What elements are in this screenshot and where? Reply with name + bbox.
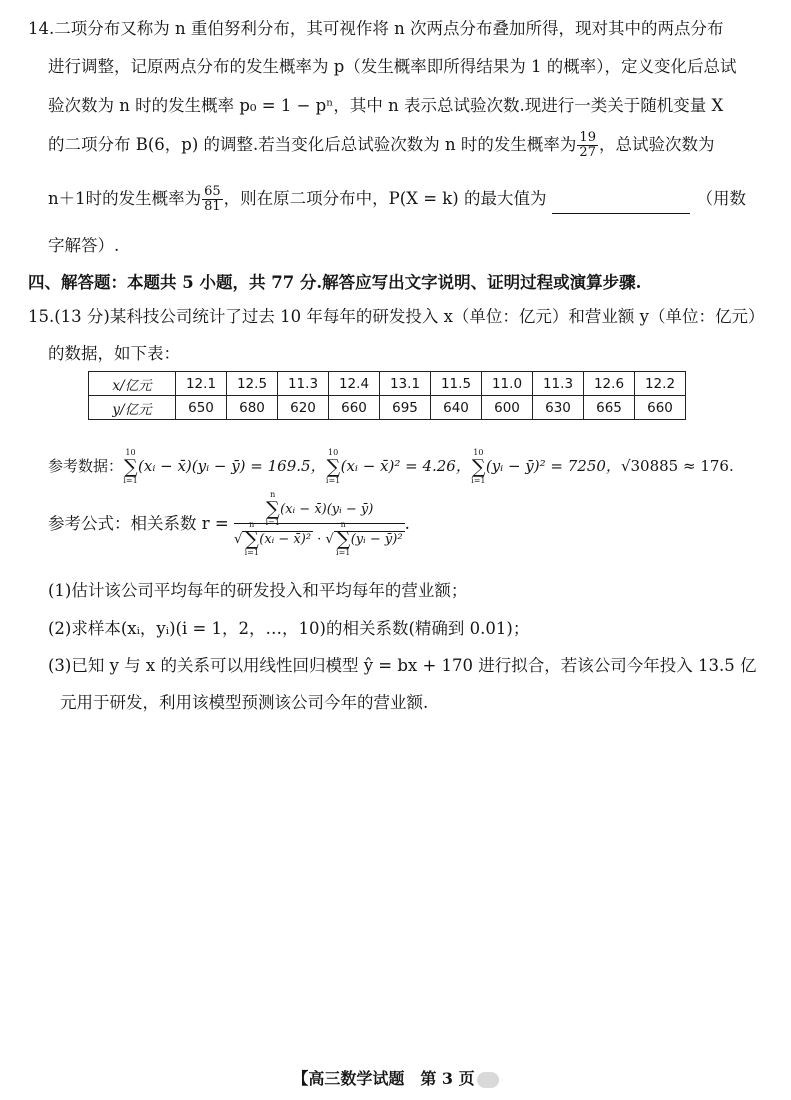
reference-data-3: (yᵢ − ȳ)² = 7250， <box>485 457 621 475</box>
table-cell: 13.1 <box>380 372 431 396</box>
table-cell: 600 <box>482 396 533 420</box>
footer-text: 【高三数学试题 第 3 页 <box>292 1069 475 1088</box>
q14-line-6: 字解答）. <box>48 236 120 255</box>
q15-line-2: 的数据，如下表： <box>48 344 180 363</box>
sum-lower-limit: i=1 <box>265 518 280 527</box>
formula-label: 参考公式：相关系数 r = <box>48 514 229 533</box>
table-row-y <box>89 396 686 420</box>
fraction-19-27 <box>577 131 598 160</box>
correlation-fraction <box>233 490 405 557</box>
answer-blank[interactable] <box>552 197 690 214</box>
sum-upper-limit: n <box>340 520 346 529</box>
fraction-denominator: √ ∑ n i=1 (xᵢ − x̄)² · √ ∑ n i=1 (yᵢ − ȳ)² <box>233 520 403 557</box>
table-cell: 12.1 <box>176 372 227 396</box>
table-cell: 11.3 <box>278 372 329 396</box>
fraction-65-81 <box>202 185 223 214</box>
sigma-symbol: ∑ 10 i=1 <box>471 447 486 485</box>
q14-line-5-text-c: （用数 <box>696 189 746 208</box>
sigma-symbol: ∑ 10 i=1 <box>123 447 138 485</box>
reference-data <box>48 447 734 485</box>
sub-question-3-line-2: 元用于研发，利用该模型预测该公司今年的营业额. <box>60 693 429 712</box>
q14-line-5-text-b: ，则在原二项分布中，P(X = k) 的最大值为 <box>223 189 547 208</box>
q14-line-4-text-b: ，总试验次数为 <box>598 135 715 154</box>
sigma-symbol: ∑ n i=1 <box>244 520 259 557</box>
page-footer <box>0 1066 791 1089</box>
sub-question-1: (1)估计该公司平均每年的研发投入和平均每年的营业额； <box>48 581 468 600</box>
table-cell: 620 <box>278 396 329 420</box>
table-row-x <box>89 372 686 396</box>
formula-denominator-1: (xᵢ − x̄)² <box>259 532 312 547</box>
reference-data-4: √30885 ≈ 176. <box>620 457 734 475</box>
formula-denominator-2: (yᵢ − ȳ)² <box>350 532 403 547</box>
table-cell: 12.5 <box>227 372 278 396</box>
table-cell: 11.5 <box>431 372 482 396</box>
table-header-y: y/亿元 <box>89 396 176 420</box>
q15-line-1: 15.(13 分)某科技公司统计了过去 10 年每年的研发投入 x（单位：亿元）和营业额 y（单位：亿元） <box>28 307 765 326</box>
sum-upper-limit: n <box>249 520 255 529</box>
table-cell: 665 <box>584 396 635 420</box>
q14-line-4-text-a: 的二项分布 B(6，p) 的调整.若当变化后总试验次数为 n 时的发生概率为 <box>48 135 577 154</box>
sum-lower-limit: i=1 <box>325 475 341 485</box>
sum-lower-limit: i=1 <box>123 475 138 485</box>
sum-upper-limit: n <box>270 490 276 499</box>
sum-lower-limit: i=1 <box>336 548 351 557</box>
table-cell: 630 <box>533 396 584 420</box>
sigma-symbol: ∑ 10 i=1 <box>325 447 341 485</box>
table-cell: 660 <box>635 396 686 420</box>
sum-upper-limit: 10 <box>328 447 339 457</box>
sub-question-2: (2)求样本(xᵢ，yᵢ)(i = 1，2，…，10)的相关系数(精确到 0.01)； <box>48 619 530 638</box>
table-cell: 650 <box>176 396 227 420</box>
reference-data-label: 参考数据： <box>48 457 124 475</box>
smudge-mark <box>477 1072 499 1088</box>
sigma-symbol: ∑ n i=1 <box>336 520 351 557</box>
table-cell: 695 <box>380 396 431 420</box>
sum-upper-limit: 10 <box>473 447 484 457</box>
data-table <box>88 371 686 420</box>
reference-data-2: (xᵢ − x̄)² = 4.26， <box>340 457 471 475</box>
q14-line-5 <box>48 185 746 214</box>
table-cell: 12.2 <box>635 372 686 396</box>
q14-line-4 <box>48 131 714 160</box>
reference-data-1: (xᵢ − x̄)(yᵢ − ȳ) = 169.5， <box>138 457 326 475</box>
q14-line-5-text-a: n＋1时的发生概率为 <box>48 189 202 208</box>
formula-numerator-text: (xᵢ − x̄)(yᵢ − ȳ) <box>280 502 374 517</box>
table-cell: 660 <box>329 396 380 420</box>
sub-question-3-line-1: (3)已知 y 与 x 的关系可以用线性回归模型 ŷ = bx + 170 进行拟合，若该公司今年投入 13.5 亿 <box>48 656 757 675</box>
sum-lower-limit: i=1 <box>471 475 486 485</box>
sigma-symbol: ∑ n i=1 <box>265 490 280 527</box>
fraction-numerator: 19 <box>579 130 596 145</box>
q14-line-3: 验次数为 n 时的发生概率 p₀ = 1 − pⁿ，其中 n 表示总试验次数.现进行一类关于随机变量 X <box>48 96 724 115</box>
q14-line-2: 进行调整，记原两点分布的发生概率为 p（发生概率即所得结果为 1 的概率），定义变化后总试 <box>48 57 737 76</box>
fraction-numerator <box>234 490 405 527</box>
table-cell: 11.0 <box>482 372 533 396</box>
table-cell: 640 <box>431 396 482 420</box>
sum-upper-limit: 10 <box>125 447 136 457</box>
fraction-denominator: 27 <box>579 145 596 160</box>
table-cell: 12.6 <box>584 372 635 396</box>
q14-line-1: 14.二项分布又称为 n 重伯努利分布，其可视作将 n 次两点分布叠加所得，现对其中的两点分布 <box>28 19 724 38</box>
section-heading: 四、解答题：本题共 5 小题，共 77 分.解答应写出文字说明、证明过程或演算步骤. <box>28 273 642 292</box>
sum-lower-limit: i=1 <box>244 548 259 557</box>
fraction-numerator: 65 <box>204 184 221 199</box>
table-cell: 680 <box>227 396 278 420</box>
fraction-denominator: 81 <box>204 199 221 214</box>
reference-formula: 参考公式：相关系数 r = ∑ n i=1 (xᵢ − x̄)(yᵢ − ȳ) √ ∑ n i=1 (xᵢ − x̄)² · √ ∑ n i=1 (yᵢ − ȳ)² . <box>48 490 410 557</box>
table-header-x: x/亿元 <box>89 372 176 396</box>
table-cell: 11.3 <box>533 372 584 396</box>
table-cell: 12.4 <box>329 372 380 396</box>
